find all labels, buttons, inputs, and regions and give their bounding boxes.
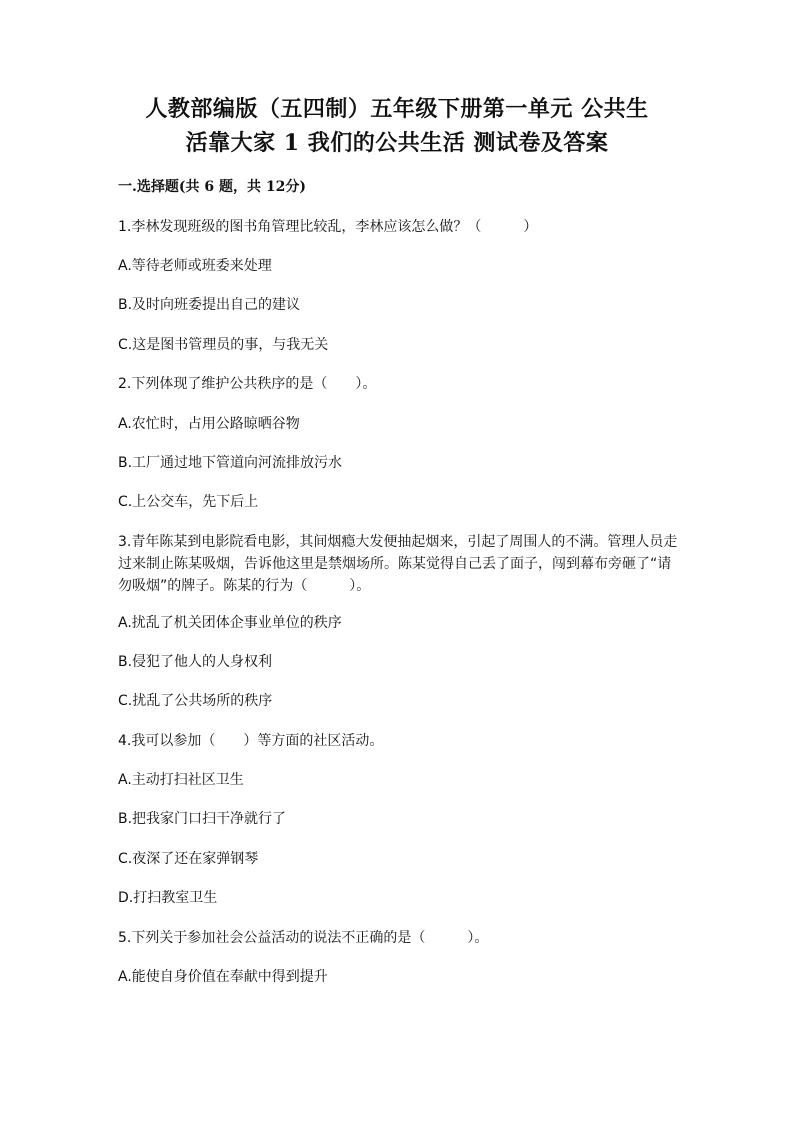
question-3-option-b: B.侵犯了他人的人身权利	[118, 654, 273, 670]
section-heading: 一.选择题(共 6 题，共 12分)	[118, 179, 306, 195]
question-3-option-c: C.扰乱了公共场所的秩序	[118, 693, 273, 709]
question-4-option-c: C.夜深了还在家弹钢琴	[118, 851, 259, 867]
document-title	[110, 92, 684, 160]
question-2-option-b: B.工厂通过地下管道向河流排放污水	[118, 455, 343, 471]
question-2-stem: 2.下列体现了维护公共秩序的是（ ）。	[118, 376, 377, 392]
question-2-option-a: A.农忙时，占用公路晾晒谷物	[118, 416, 300, 432]
question-1-option-b: B.及时向班委提出自己的建议	[118, 297, 301, 313]
question-3-stem: 3.青年陈某到电影院看电影，其间烟瘾大发便抽起烟来，引起了周围人的不满。管理人员走过来制止陈某吸烟，告诉他这里是禁烟场所。陈某觉得自己丢了面子，闯到幕布旁砸了“请勿吸烟”的牌子。陈某的行为（ ）。	[118, 534, 678, 594]
question-2-option-c: C.上公交车，先下后上	[118, 494, 259, 510]
question-1-stem: 1.李林发现班级的图书角管理比较乱，李林应该怎么做？（ ）	[118, 219, 538, 235]
title-line-1: 人教部编版（五四制）五年级下册第一单元 公共生	[145, 96, 649, 122]
question-3-option-a: A.扰乱了机关团体企事业单位的秩序	[118, 615, 342, 631]
question-4-option-a: A.主动打扫社区卫生	[118, 772, 244, 788]
title-line-2: 活靠大家 1 我们的公共生活 测试卷及答案	[185, 130, 609, 156]
question-4-option-b: B.把我家门口扫干净就行了	[118, 811, 287, 827]
question-4-option-d: D.打扫教室卫生	[118, 890, 218, 906]
question-1-option-a: A.等待老师或班委来处理	[118, 258, 272, 274]
question-5-option-a: A.能使自身价值在奉献中得到提升	[118, 969, 328, 985]
question-1-option-c: C.这是图书管理员的事，与我无关	[118, 337, 329, 353]
question-4-stem: 4.我可以参加（ ）等方面的社区活动。	[118, 733, 384, 749]
question-5-stem: 5.下列关于参加社会公益活动的说法不正确的是（ ）。	[118, 930, 489, 946]
